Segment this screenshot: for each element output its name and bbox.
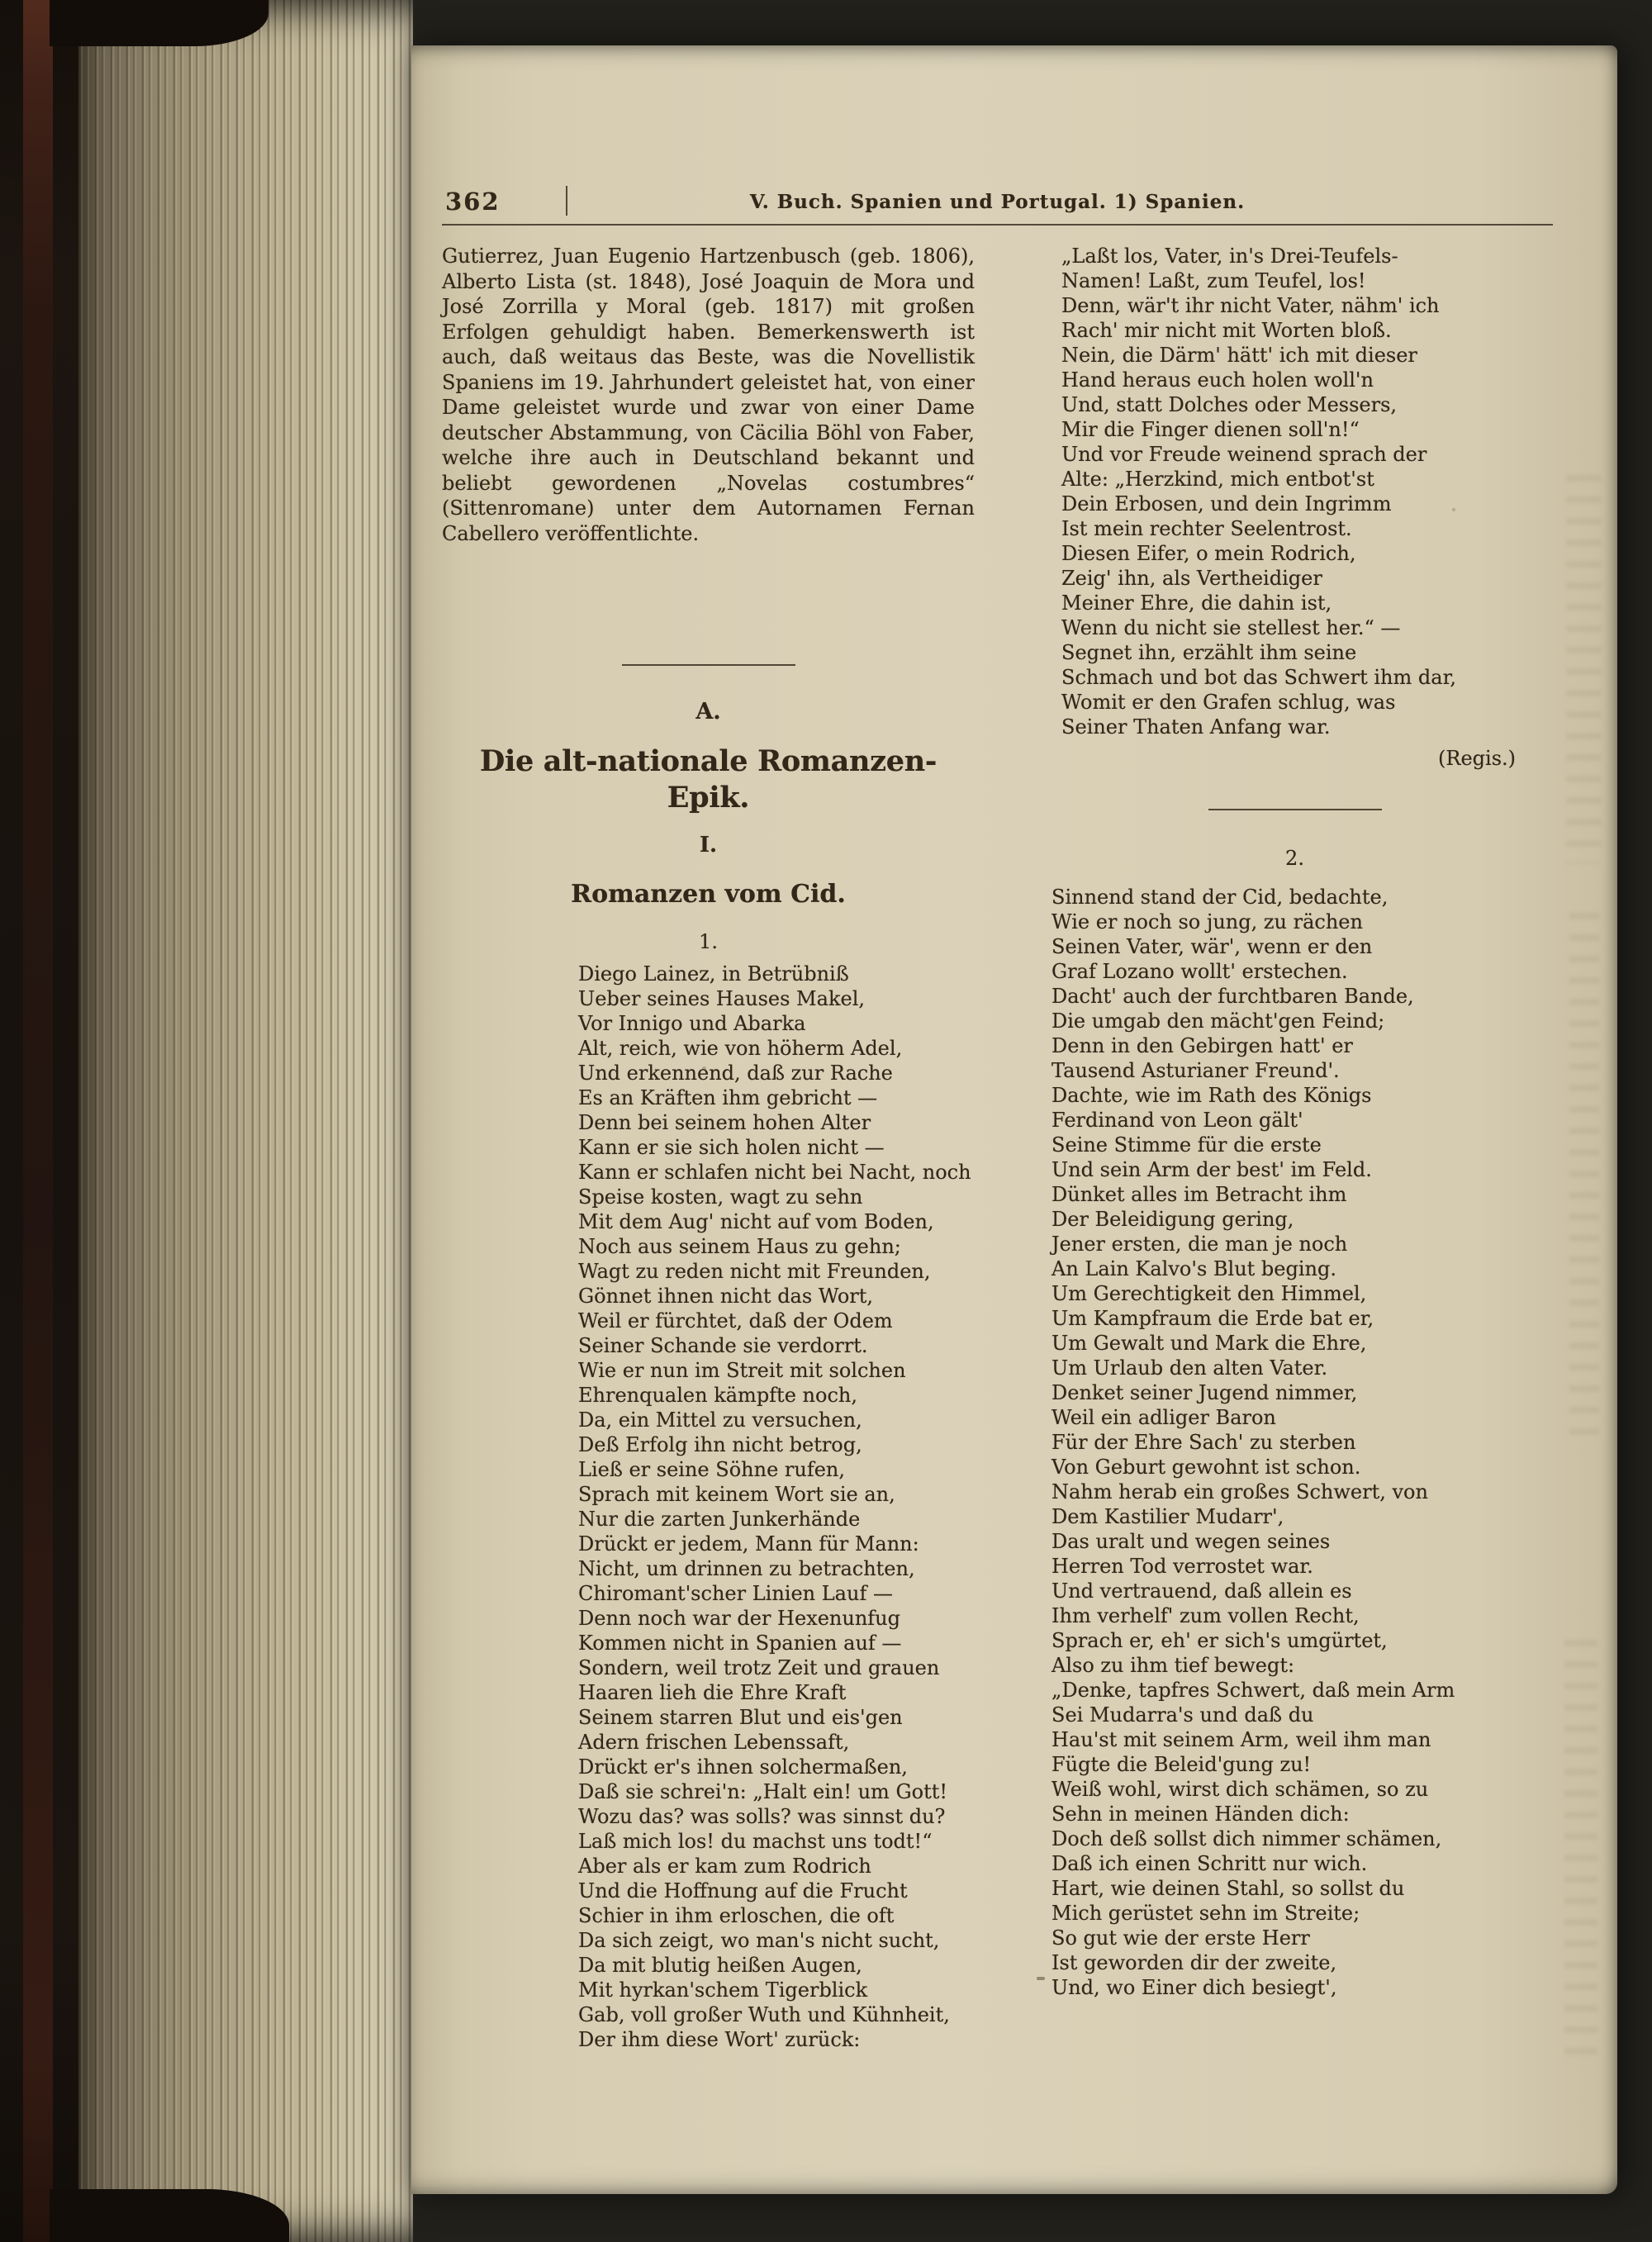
cover-corner-bottom	[50, 2189, 289, 2242]
showthrough-ghost	[1569, 913, 1599, 1442]
poem-line: Da mit blutig heißen Augen,	[578, 1954, 862, 1977]
poem-line: Kann er sie sich holen nicht —	[578, 1136, 885, 1159]
poem-line: Seinen Vater, wär', wenn er den	[1051, 935, 1373, 958]
subsection-title: Romanzen vom Cid.	[571, 880, 846, 909]
book-cover	[0, 0, 78, 2242]
poem-line: Doch deß sollst dich nimmer schämen,	[1051, 1827, 1442, 1850]
poem-line: Da sich zeigt, wo man's nicht sucht,	[578, 1929, 940, 1952]
poem-line: Ist mein rechter Seelentrost.	[1061, 517, 1352, 540]
poem-line: Sei Mudarra's und daß du	[1051, 1703, 1314, 1727]
right-column	[1037, 244, 1553, 2052]
poem-line: Ferdinand von Leon gält'	[1051, 1109, 1303, 1132]
poem-line: Nicht, um drinnen zu betrachten,	[578, 1557, 915, 1580]
poem-line: Sondern, weil trotz Zeit und grauen	[578, 1656, 940, 1679]
poem-line: Tausend Asturianer Freund'.	[1051, 1059, 1340, 1082]
poem-line: Der ihm diese Wort' zurück:	[578, 2028, 861, 2051]
poem-1-lines	[578, 962, 975, 2052]
text-block	[442, 186, 1553, 2052]
poem-2-lines	[1051, 885, 1553, 2000]
poem-line: Mir die Finger dienen soll'n!“	[1061, 418, 1360, 441]
left-column	[442, 244, 975, 2052]
poem-line: Von Geburt gewohnt ist schon.	[1051, 1456, 1361, 1479]
poem-line: Sinnend stand der Cid, bedachte,	[1051, 886, 1389, 909]
poem-line: Wagt zu reden nicht mit Freunden,	[578, 1260, 931, 1283]
poem-line: Segnet ihn, erzählt ihm seine	[1061, 641, 1357, 664]
poem-1-number: 1.	[699, 930, 718, 953]
poem-line: Adern frischen Lebenssaft,	[578, 1731, 850, 1754]
poem-line: Deß Erfolg ihn nicht betrog,	[578, 1433, 862, 1456]
poem-line: Es an Kräften ihm gebricht —	[578, 1086, 878, 1109]
poem-line: Rach' mir nicht mit Worten bloß.	[1061, 319, 1392, 342]
poem-line: Drückt er jedem, Mann für Mann:	[578, 1532, 919, 1556]
poem-line: Sprach er, eh' er sich's umgürtet,	[1051, 1629, 1388, 1652]
poem-line: Wie er noch so jung, zu rächen	[1051, 910, 1363, 933]
poem-line: Dem Kastilier Mudarr',	[1051, 1505, 1284, 1528]
poem-attribution: (Regis.)	[1438, 747, 1516, 770]
poem-line: Der Beleidigung gering,	[1051, 1208, 1294, 1231]
poem-line: Aber als er kam zum Rodrich	[578, 1855, 871, 1878]
poem-1-continuation-lines	[1061, 244, 1553, 739]
section-divider-rule	[622, 664, 795, 666]
poem-line: Und die Hoffnung auf die Frucht	[578, 1879, 908, 1902]
poem-line: Namen! Laßt, zum Teufel, los!	[1061, 269, 1366, 292]
poem-line: Vor Innigo und Abarka	[578, 1012, 806, 1035]
page-edge-stack	[78, 0, 413, 2242]
poem-line: „Laßt los, Vater, in's Drei-Teufels-	[1061, 245, 1398, 268]
poem-line: Ueber seines Hauses Makel,	[578, 987, 865, 1010]
book-spine-band	[23, 0, 53, 2242]
poem-line: Meiner Ehre, die dahin ist,	[1061, 591, 1332, 615]
page-header	[442, 186, 1553, 217]
poem-line: Und erkennend, daß zur Rache	[578, 1062, 893, 1085]
poem-line: Alte: „Herzkind, mich entbot'st	[1061, 468, 1374, 491]
poem-line: Speise kosten, wagt zu sehn	[578, 1185, 863, 1209]
poem-line: So gut wie der erste Herr	[1051, 1926, 1310, 1950]
poem-line: Um Gerechtigkeit den Himmel,	[1051, 1282, 1367, 1305]
poem-line: Seiner Thaten Anfang war.	[1061, 715, 1331, 739]
poem-line: Und vertrauend, daß allein es	[1051, 1579, 1352, 1603]
poem-line: Ehrenqualen kämpfte noch,	[578, 1384, 857, 1407]
cover-corner-top	[50, 0, 268, 46]
poem-line: Fügte die Beleid'gung zu!	[1051, 1753, 1312, 1776]
poem-line: Gönnet ihnen nicht das Wort,	[578, 1285, 874, 1308]
poem-line: Nur die zarten Junkerhände	[578, 1508, 861, 1531]
poem-line: Dacht' auch der furchtbaren Bande,	[1051, 985, 1414, 1008]
poem-line: Noch aus seinem Haus zu gehn;	[578, 1235, 901, 1258]
poem-line: Wenn du nicht sie stellest her.“ —	[1061, 616, 1401, 639]
poem-line: „Denke, tapfres Schwert, daß mein Arm	[1051, 1679, 1455, 1702]
poem-line: Herren Tod verrostet war.	[1051, 1555, 1313, 1578]
poem-line: Dünket alles im Betracht ihm	[1051, 1183, 1347, 1206]
poem-line: Das uralt und wegen seines	[1051, 1530, 1331, 1553]
poem-line: Womit er den Grafen schlug, was	[1061, 691, 1396, 714]
poem-line: Seiner Schande sie verdorrt.	[578, 1334, 868, 1357]
poem-line: Ließ er seine Söhne rufen,	[578, 1458, 846, 1481]
poem-line: Hand heraus euch holen woll'n	[1061, 368, 1374, 392]
poem-line: Die umgab den mächt'gen Feind;	[1051, 1009, 1385, 1033]
poem-line: Mit hyrkan'schem Tigerblick	[578, 1978, 868, 2002]
prose-paragraph: Gutierrez, Juan Eugenio Hartzenbusch (geb. 1806), Alberto Lista (st. 1848), José Joaquin de Mora und José Zorrilla y Moral (geb. 1817) mit großen Erfolgen gehuldigt haben. Bemerkenswerth ist auch, daß weitaus das Beste, was die Novellistik Spaniens im 19. Jahrhundert geleistet hat, von einer Dame geleistet wurde und zwar von einer Dame deutscher Abstammung, von Cäcilia Böhl von Faber, welche ihre auch in Deutschland bekannt und beliebt gewordenen „Novelas costumbres“ (Sittenromane) unter dem Autornamen Fernan Cabellero veröffentlichte.	[442, 245, 975, 545]
poem-line: Ist geworden dir der zweite,	[1051, 1951, 1337, 1974]
poem-line: Gab, voll großer Wuth und Kühnheit,	[578, 2003, 950, 2026]
poem-line: Und, statt Dolches oder Messers,	[1061, 393, 1398, 416]
poem-line: Da, ein Mittel zu versuchen,	[578, 1408, 862, 1432]
poem-line: Um Gewalt und Mark die Ehre,	[1051, 1332, 1367, 1355]
poem-line: Mich gerüstet sehn im Streite;	[1051, 1902, 1360, 1925]
poem-line: Ihm verhelf' zum vollen Recht,	[1051, 1604, 1360, 1627]
poem-line: Also zu ihm tief bewegt:	[1051, 1654, 1295, 1677]
poem-line: Wie er nun im Streit mit solchen	[578, 1359, 906, 1382]
poem-line: Haaren lieh die Ehre Kraft	[578, 1681, 847, 1704]
poem-line: Nein, die Därm' hätt' ich mit dieser	[1061, 344, 1417, 367]
poem-line: Sprach mit keinem Wort sie an,	[578, 1483, 895, 1506]
poem-line: Hart, wie deinen Stahl, so sollst du	[1051, 1877, 1405, 1900]
section-title: Die alt-nationale Romanzen-Epik.	[479, 744, 938, 815]
page-number: 362	[445, 188, 501, 216]
poem-line: Daß sie schrei'n: „Halt ein! um Gott!	[578, 1780, 947, 1803]
header-rule	[442, 224, 1553, 226]
poem-line: Daß ich einen Schritt nur wich.	[1051, 1852, 1368, 1875]
poem-line: Graf Lozano wollt' erstechen.	[1051, 960, 1348, 983]
poem-line: Und, wo Einer dich besiegt',	[1051, 1976, 1337, 1999]
poem-line: Diesen Eifer, o mein Rodrich,	[1061, 542, 1356, 565]
poem-line: Sehn in meinen Händen dich:	[1051, 1803, 1350, 1826]
poem-line: Dachte, wie im Rath des Königs	[1051, 1084, 1372, 1107]
poem-line: Mit dem Aug' nicht auf vom Boden,	[578, 1210, 934, 1233]
poem-line: Und vor Freude weinend sprach der	[1061, 443, 1427, 466]
poem-line: Und sein Arm der best' im Feld.	[1051, 1158, 1372, 1181]
poem-line: Seinem starren Blut und eis'gen	[578, 1706, 903, 1729]
poem-line: Dein Erbosen, und dein Ingrimm	[1061, 492, 1392, 515]
poem-line: Denn noch war der Hexenunfug	[578, 1607, 900, 1630]
columns	[442, 244, 1553, 2052]
book-page	[411, 45, 1617, 2194]
poem-line: Weil er fürchtet, daß der Odem	[578, 1309, 893, 1332]
poem-line: Denn bei seinem hohen Alter	[578, 1111, 871, 1134]
poem-line: Um Kampfraum die Erde bat er,	[1051, 1307, 1374, 1330]
poem-line: Chiromant'scher Linien Lauf —	[578, 1582, 893, 1605]
poem-line: Alt, reich, wie von höherm Adel,	[578, 1037, 903, 1060]
poem-line: Laß mich los! du machst uns todt!“	[578, 1830, 933, 1853]
poem-line: Für der Ehre Sach' zu sterben	[1051, 1431, 1356, 1454]
poem-line: Seine Stimme für die erste	[1051, 1133, 1322, 1157]
section-letter: A.	[695, 699, 721, 724]
poem-line: Denn in den Gebirgen hatt' er	[1051, 1034, 1353, 1057]
poem-line: Schier in ihm erloschen, die oft	[578, 1904, 895, 1927]
poem-line: Denn, wär't ihr nicht Vater, nähm' ich	[1061, 294, 1440, 317]
poem-line: Um Urlaub den alten Vater.	[1051, 1356, 1328, 1380]
poem-line: Jener ersten, die man je noch	[1051, 1233, 1348, 1256]
subsection-numeral: I.	[699, 833, 718, 857]
column-gutter	[975, 244, 1037, 2052]
poem-line: An Lain Kalvo's Blut beging.	[1051, 1257, 1336, 1280]
poem-line: Schmach und bot das Schwert ihm dar,	[1061, 666, 1457, 689]
poem-line: Weiß wohl, wirst dich schämen, so zu	[1051, 1778, 1429, 1801]
poem-line: Kann er schlafen nicht bei Nacht, noch	[578, 1161, 971, 1184]
poem-line: Denket seiner Jugend nimmer,	[1051, 1381, 1358, 1404]
showthrough-ghost	[1564, 1640, 1597, 2069]
poem-line: Hau'st mit seinem Arm, weil ihm man	[1051, 1728, 1431, 1751]
poem-line: Nahm herab ein großes Schwert, von	[1051, 1480, 1428, 1503]
poem-line: Wozu das? was solls? was sinnst du?	[578, 1805, 946, 1828]
poem-line: Zeig' ihn, als Vertheidiger	[1061, 567, 1322, 590]
poem-line: Drückt er's ihnen solchermaßen,	[578, 1755, 908, 1779]
poem-line: Weil ein adliger Baron	[1051, 1406, 1276, 1429]
poem-line: Kommen nicht in Spanien auf —	[578, 1632, 902, 1655]
poem-line: Diego Lainez, in Betrübniß	[578, 962, 849, 986]
poem-divider-rule	[1208, 809, 1382, 810]
poem-2-number: 2.	[1285, 847, 1304, 870]
running-header: V. Buch. Spanien und Portugal. 1) Spanien.	[749, 191, 1246, 213]
showthrough-ghost	[1566, 475, 1601, 863]
